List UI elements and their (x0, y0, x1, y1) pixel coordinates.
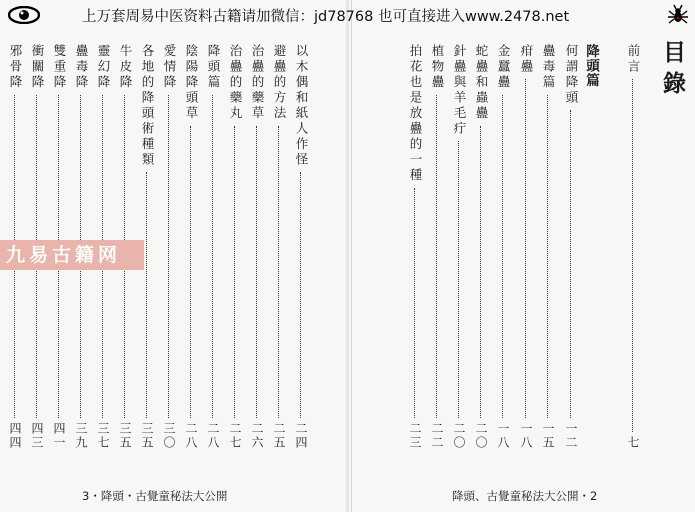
toc-entry (248, 36, 266, 450)
toc-entry-title: 針蠱與羊毛疔 (452, 44, 467, 137)
header-banner (0, 0, 695, 30)
toc-dot-leader (414, 188, 415, 418)
toc-entry (517, 36, 535, 450)
toc-page-number: 七 (626, 436, 640, 450)
toc-dot-leader (480, 126, 481, 418)
toc-entry (539, 36, 557, 450)
toc-entry-title: 降頭篇 (583, 44, 599, 88)
toc-entry-title: 愛情降 (162, 44, 177, 91)
toc-dot-leader (300, 172, 301, 418)
toc-entry (204, 36, 222, 450)
toc-dot-leader (458, 141, 459, 418)
toc-dot-leader (278, 126, 279, 418)
toc-entry (428, 36, 446, 450)
toc-page-number: 一二 (564, 422, 578, 450)
toc-entry-title: 靈幻降 (96, 44, 111, 91)
toc-entry (182, 36, 200, 450)
toc-dot-leader (570, 110, 571, 418)
footer-right-page: 降頭、古覺童秘法大公開・2 (452, 489, 598, 503)
toc-page-number: 二三 (408, 422, 422, 450)
toc-entry-title: 何謂降頭 (564, 44, 579, 106)
toc-entry-title: 拍花也是放蠱的一種 (408, 44, 423, 184)
toc-entry (582, 36, 600, 446)
toc-entry (226, 36, 244, 450)
toc-entry-title: 疳蠱 (519, 44, 534, 75)
toc-dot-leader (632, 79, 633, 432)
toc-entry (624, 36, 642, 450)
toc-entry-title: 以木偶和紙人作怪 (294, 44, 309, 168)
toc-entry-title: 植物蠱 (430, 44, 445, 91)
toc-dot-leader (256, 126, 257, 418)
page-title: 目錄 (659, 40, 686, 102)
toc-page-number: 二五 (272, 422, 286, 450)
toc-dot-leader (547, 95, 548, 418)
toc-entry-title: 治蠱的藥丸 (228, 44, 243, 122)
watermark: 九易古籍网 (0, 240, 144, 270)
toc-entry-title: 降頭篇 (206, 44, 221, 91)
toc-page-number: 三七 (96, 422, 110, 450)
toc-page-number: 三九 (74, 422, 88, 450)
toc-page-number: 二〇 (452, 422, 466, 450)
toc-dot-leader (212, 95, 213, 418)
toc-page-number: 四一 (52, 422, 66, 450)
toc-entry-title: 牛皮降 (118, 44, 133, 91)
toc-entry (406, 36, 424, 450)
toc-entry (472, 36, 490, 450)
toc-page-number: 一五 (541, 422, 555, 450)
toc-page-number: 二四 (294, 422, 308, 450)
toc-entry-title: 陰陽降頭草 (184, 44, 199, 122)
toc-entry-title: 治蠱的藥草 (250, 44, 265, 122)
toc-entry-title: 前言 (626, 44, 641, 75)
toc-page-number: 一八 (496, 422, 510, 450)
toc-page-number: 四四 (8, 422, 22, 450)
book-gutter-edge (351, 0, 352, 512)
toc-entry-title: 金蠶蠱 (496, 44, 511, 91)
toc-page-number: 二六 (250, 422, 264, 450)
toc-dot-leader (502, 95, 503, 418)
book-gutter (346, 0, 349, 512)
toc-entry (450, 36, 468, 450)
toc-page-number: 一八 (519, 422, 533, 450)
footer-left-page: 3・降頭・古覺童秘法大公開 (82, 489, 228, 503)
toc-page-number: 二二 (430, 422, 444, 450)
toc-entry (270, 36, 288, 450)
toc-entry-title: 雙重降 (52, 44, 67, 91)
toc-entry (160, 36, 178, 450)
toc-page-number: 三五 (118, 422, 132, 450)
toc-dot-leader (436, 95, 437, 418)
toc-page-number: 二〇 (474, 422, 488, 450)
toc-entry-title: 邪骨降 (8, 44, 23, 91)
toc-entry-title: 衝關降 (30, 44, 45, 91)
toc-page-number: 三五 (140, 422, 154, 450)
toc-page-number: 四三 (30, 422, 44, 450)
toc-dot-leader (234, 126, 235, 418)
spider-icon (668, 4, 688, 26)
toc-entry-title: 各地的降頭術種類 (140, 44, 155, 168)
toc-dot-leader (146, 172, 147, 418)
toc-page-number: 二八 (206, 422, 220, 450)
toc-entry (292, 36, 310, 450)
eye-icon (8, 6, 40, 24)
toc-page-number: 二七 (228, 422, 242, 450)
banner-text[interactable]: 上万套周易中医资料古籍请加微信：jd78768 也可直接进入www.2478.net (82, 9, 570, 25)
toc-page-number: 二八 (184, 422, 198, 450)
toc-entry-title: 蠱毒篇 (541, 44, 556, 91)
toc-entry (562, 36, 580, 450)
toc-page-number: 三〇 (162, 422, 176, 450)
toc-entry-title: 避蠱的方法 (272, 44, 287, 122)
toc-entry-title: 蠱毒降 (74, 44, 89, 91)
toc-entry-title: 蛇蠱和蟲蠱 (474, 44, 489, 122)
toc-dot-leader (190, 126, 191, 418)
toc-dot-leader (525, 79, 526, 418)
toc-entry (494, 36, 512, 450)
toc-dot-leader (168, 95, 169, 418)
